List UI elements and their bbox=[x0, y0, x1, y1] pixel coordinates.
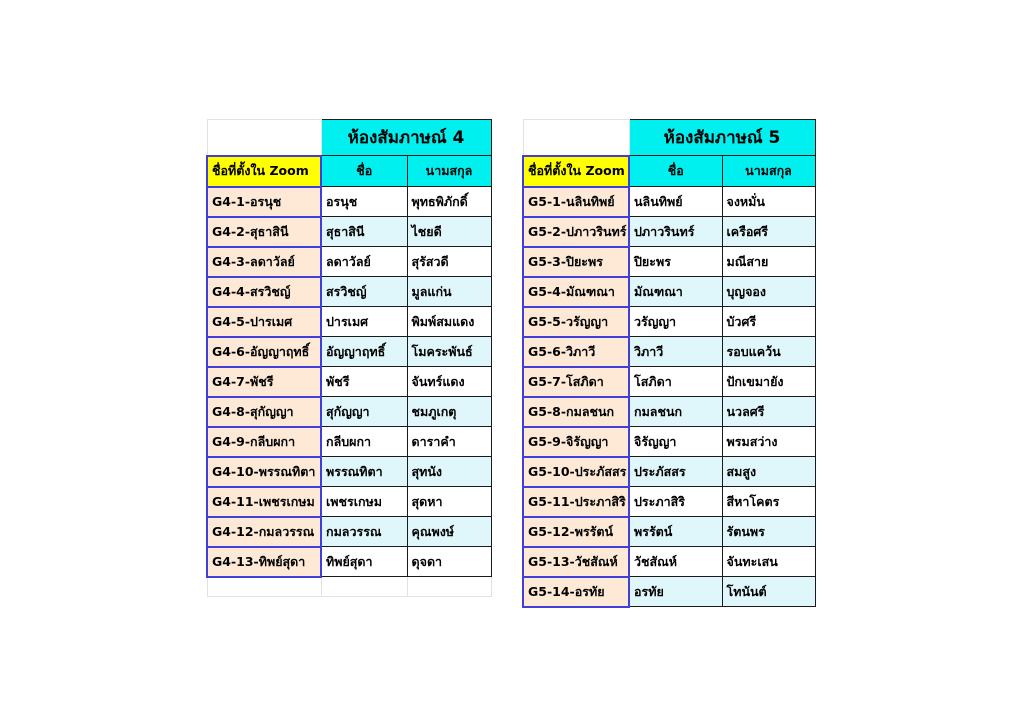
zoom-name-cell: G4-9-กลีบผกา bbox=[207, 427, 321, 457]
last-name-cell: โมคระพันธ์ bbox=[407, 337, 491, 367]
first-name-cell: นลินทิพย์ bbox=[629, 187, 722, 217]
first-name-header: ชื่อ bbox=[321, 156, 407, 187]
room-4-table bbox=[206, 119, 492, 597]
last-name-cell: นวลศรี bbox=[722, 397, 815, 427]
first-name-cell: สุกัญญา bbox=[321, 397, 407, 427]
table-row bbox=[207, 187, 491, 217]
table-row bbox=[523, 337, 815, 367]
last-name-cell: ดุจดา bbox=[407, 547, 491, 577]
first-name-cell: ประภาสิริ bbox=[629, 487, 722, 517]
zoom-name-cell: G5-8-กมลชนก bbox=[523, 397, 629, 427]
zoom-name-cell: G5-5-วรัญญา bbox=[523, 307, 629, 337]
last-name-cell: ไชยดี bbox=[407, 217, 491, 247]
zoom-name-cell: G5-4-มัณฑณา bbox=[523, 277, 629, 307]
table-row bbox=[523, 277, 815, 307]
first-name-cell: สรวิชญ์ bbox=[321, 277, 407, 307]
zoom-name-cell: G4-4-สรวิชญ์ bbox=[207, 277, 321, 307]
room-4-title: ห้องสัมภาษณ์ 4 bbox=[321, 120, 491, 156]
last-name-cell: สีหาโคตร bbox=[722, 487, 815, 517]
table-row bbox=[523, 427, 815, 457]
table-row bbox=[207, 517, 491, 547]
blank-cell bbox=[321, 577, 407, 597]
last-name-cell: พุทธพิภักดิ์ bbox=[407, 187, 491, 217]
last-name-cell: สุทนัง bbox=[407, 457, 491, 487]
zoom-name-cell: G4-8-สุกัญญา bbox=[207, 397, 321, 427]
table-row bbox=[207, 547, 491, 577]
first-name-cell: ปารเมศ bbox=[321, 307, 407, 337]
last-name-cell: จันทร์แดง bbox=[407, 367, 491, 397]
first-name-cell: ปภาวรินทร์ bbox=[629, 217, 722, 247]
last-name-cell: คุณพงษ์ bbox=[407, 517, 491, 547]
zoom-name-cell: G5-13-วัชสัณห์ bbox=[523, 547, 629, 577]
room-5-title: ห้องสัมภาษณ์ 5 bbox=[629, 120, 815, 156]
table-row bbox=[523, 307, 815, 337]
table-row bbox=[207, 397, 491, 427]
last-name-cell: มณีสาย bbox=[722, 247, 815, 277]
zoom-name-cell: G4-5-ปารเมศ bbox=[207, 307, 321, 337]
first-name-cell: อรทัย bbox=[629, 577, 722, 607]
first-name-cell: ลดาวัลย์ bbox=[321, 247, 407, 277]
first-name-cell: เพชรเกษม bbox=[321, 487, 407, 517]
zoom-name-cell: G5-3-ปิยะพร bbox=[523, 247, 629, 277]
first-name-cell: อรนุช bbox=[321, 187, 407, 217]
first-name-cell: กมลชนก bbox=[629, 397, 722, 427]
blank-cell bbox=[207, 120, 321, 156]
first-name-cell: พรรณทิตา bbox=[321, 457, 407, 487]
last-name-cell: มูลแก่น bbox=[407, 277, 491, 307]
zoom-name-cell: G4-11-เพชรเกษม bbox=[207, 487, 321, 517]
first-name-cell: มัณฑณา bbox=[629, 277, 722, 307]
first-name-cell: วิภาวี bbox=[629, 337, 722, 367]
last-name-cell: พรมสว่าง bbox=[722, 427, 815, 457]
table-row bbox=[523, 577, 815, 607]
zoom-name-cell: G5-12-พรรัตน์ bbox=[523, 517, 629, 547]
table-row bbox=[523, 247, 815, 277]
blank-cell bbox=[407, 577, 491, 597]
table-row bbox=[523, 547, 815, 577]
last-name-cell: เครือศรี bbox=[722, 217, 815, 247]
zoom-name-cell: G4-12-กมลวรรณ bbox=[207, 517, 321, 547]
table-row bbox=[523, 457, 815, 487]
table-row bbox=[207, 457, 491, 487]
zoom-name-header: ชื่อที่ตั้งใน Zoom bbox=[207, 156, 321, 187]
table-row bbox=[207, 247, 491, 277]
zoom-name-cell: G4-6-อัญญาฤทธิ์ bbox=[207, 337, 321, 367]
last-name-cell: สุดหา bbox=[407, 487, 491, 517]
last-name-cell: รัตนพร bbox=[722, 517, 815, 547]
zoom-name-cell: G4-1-อรนุช bbox=[207, 187, 321, 217]
table-row bbox=[523, 487, 815, 517]
first-name-cell: วัชสัณห์ bbox=[629, 547, 722, 577]
last-name-cell: บัวศรี bbox=[722, 307, 815, 337]
zoom-name-cell: G4-3-ลดาวัลย์ bbox=[207, 247, 321, 277]
zoom-name-cell: G5-11-ประภาสิริ bbox=[523, 487, 629, 517]
first-name-header: ชื่อ bbox=[629, 156, 722, 187]
last-name-cell: รอบแคว้น bbox=[722, 337, 815, 367]
table-row bbox=[207, 217, 491, 247]
table-row bbox=[523, 517, 815, 547]
first-name-cell: ทิพย์สุดา bbox=[321, 547, 407, 577]
last-name-cell: จันทะเสน bbox=[722, 547, 815, 577]
last-name-cell: พิมพ์สมแดง bbox=[407, 307, 491, 337]
first-name-cell: วรัญญา bbox=[629, 307, 722, 337]
room-5-table bbox=[522, 119, 816, 608]
zoom-name-cell: G4-10-พรรณทิตา bbox=[207, 457, 321, 487]
last-name-cell: จงหมั่น bbox=[722, 187, 815, 217]
first-name-cell: ประภัสสร bbox=[629, 457, 722, 487]
last-name-cell: โทนันต์ bbox=[722, 577, 815, 607]
zoom-name-cell: G4-13-ทิพย์สุดา bbox=[207, 547, 321, 577]
first-name-cell: กมลวรรณ bbox=[321, 517, 407, 547]
zoom-name-cell: G5-1-นลินทิพย์ bbox=[523, 187, 629, 217]
zoom-name-cell: G4-7-พัชรี bbox=[207, 367, 321, 397]
table-row bbox=[523, 367, 815, 397]
zoom-name-cell: G5-14-อรทัย bbox=[523, 577, 629, 607]
first-name-cell: กลีบผกา bbox=[321, 427, 407, 457]
table-row bbox=[207, 337, 491, 367]
last-name-header: นามสกุล bbox=[722, 156, 815, 187]
table-row bbox=[207, 427, 491, 457]
table-row bbox=[207, 367, 491, 397]
last-name-cell: บุญจอง bbox=[722, 277, 815, 307]
first-name-cell: จิรัญญา bbox=[629, 427, 722, 457]
blank-cell bbox=[523, 120, 629, 156]
table-row bbox=[207, 307, 491, 337]
last-name-cell: สมสูง bbox=[722, 457, 815, 487]
first-name-cell: ปิยะพร bbox=[629, 247, 722, 277]
last-name-cell: ปักเขมายัง bbox=[722, 367, 815, 397]
zoom-name-cell: G5-6-วิภาวี bbox=[523, 337, 629, 367]
zoom-name-cell: G5-10-ประภัสสร bbox=[523, 457, 629, 487]
zoom-name-cell: G4-2-สุธาสินี bbox=[207, 217, 321, 247]
last-name-cell: ดาราคำ bbox=[407, 427, 491, 457]
table-row bbox=[523, 187, 815, 217]
first-name-cell: โสภิดา bbox=[629, 367, 722, 397]
zoom-name-cell: G5-9-จิรัญญา bbox=[523, 427, 629, 457]
first-name-cell: อัญญาฤทธิ์ bbox=[321, 337, 407, 367]
first-name-cell: สุธาสินี bbox=[321, 217, 407, 247]
last-name-cell: ชมภูเกตุ bbox=[407, 397, 491, 427]
table-row bbox=[207, 487, 491, 517]
table-row bbox=[523, 397, 815, 427]
last-name-header: นามสกุล bbox=[407, 156, 491, 187]
table-row bbox=[207, 277, 491, 307]
zoom-name-header: ชื่อที่ตั้งใน Zoom bbox=[523, 156, 629, 187]
zoom-name-cell: G5-2-ปภาวรินทร์ bbox=[523, 217, 629, 247]
first-name-cell: พรรัตน์ bbox=[629, 517, 722, 547]
blank-cell bbox=[207, 577, 321, 597]
last-name-cell: สุรัสวดี bbox=[407, 247, 491, 277]
table-row bbox=[523, 217, 815, 247]
zoom-name-cell: G5-7-โสภิดา bbox=[523, 367, 629, 397]
first-name-cell: พัชรี bbox=[321, 367, 407, 397]
